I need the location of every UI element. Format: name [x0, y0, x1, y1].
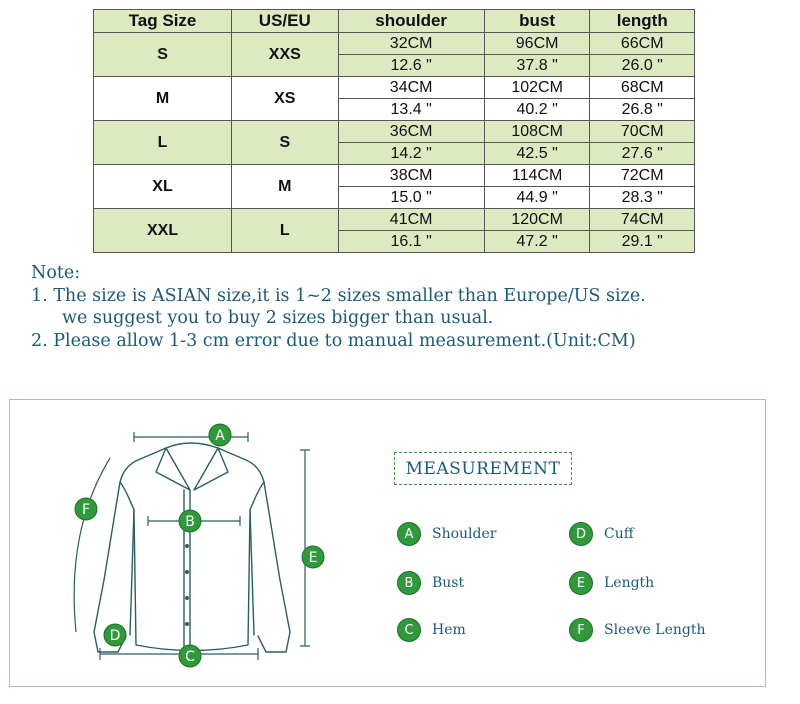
legend-item-length	[569, 571, 654, 595]
shoulder-inch-cell: 14.2 "	[338, 143, 484, 165]
shoulder-cm-cell: 34CM	[338, 77, 484, 99]
collar-left	[156, 448, 190, 490]
us-eu-cell: L	[232, 209, 338, 253]
bust-cm-cell: 96CM	[484, 33, 590, 55]
us-eu-cell: S	[232, 121, 338, 165]
bust-cm-cell: 102CM	[484, 77, 590, 99]
legend-label: Shoulder	[432, 526, 497, 542]
shirt-right-outer	[218, 448, 290, 632]
badge-e-icon: E	[569, 571, 593, 595]
marker-c-label: C	[185, 649, 195, 665]
diagram-markers	[75, 424, 324, 667]
table-row	[94, 121, 695, 143]
header-length: length	[590, 10, 695, 33]
badge-d-icon: D	[569, 522, 593, 546]
marker-b-label: B	[185, 514, 195, 530]
tag-size-cell: L	[94, 121, 232, 165]
legend-label: Sleeve Length	[604, 622, 706, 638]
marker-d-label: D	[109, 628, 121, 644]
bust-cm-cell: 108CM	[484, 121, 590, 143]
table-row	[94, 33, 695, 55]
note-item-2: 2. Please allow 1-3 cm error due to manual measurement.(Unit:CM)	[31, 330, 636, 351]
marker-e-label: E	[308, 550, 318, 566]
collar-right	[194, 448, 228, 490]
bust-inch-cell: 40.2 "	[484, 99, 590, 121]
tag-size-cell: XXL	[94, 209, 232, 253]
legend-item-hem	[397, 618, 466, 642]
table-row	[94, 165, 695, 187]
legend-item-sleeve-length	[569, 618, 706, 642]
shoulder-inch-cell: 15.0 "	[338, 187, 484, 209]
bust-inch-cell: 37.8 "	[484, 55, 590, 77]
badge-c-icon: C	[397, 618, 421, 642]
bust-cm-cell: 120CM	[484, 209, 590, 231]
notes-section	[31, 262, 791, 352]
shirt-button	[185, 544, 189, 548]
us-eu-cell: M	[232, 165, 338, 209]
shirt-buttons	[185, 518, 189, 626]
badge-b-icon: B	[397, 571, 421, 595]
shirt-diagram	[60, 420, 350, 670]
right-cuff	[258, 632, 290, 652]
header-us-eu: US/EU	[232, 10, 338, 33]
bust-inch-cell: 44.9 "	[484, 187, 590, 209]
right-sleeve-inner	[250, 482, 264, 635]
sleeve-measure-arc	[74, 458, 110, 632]
us-eu-cell: XXS	[232, 33, 338, 77]
badge-a-icon: A	[397, 522, 421, 546]
size-table	[93, 9, 695, 253]
length-inch-cell: 26.8 "	[590, 99, 695, 121]
collar-back	[166, 443, 218, 448]
table-row	[94, 77, 695, 99]
legend-item-bust	[397, 571, 464, 595]
length-cm-cell: 68CM	[590, 77, 695, 99]
legend-label: Hem	[432, 622, 466, 638]
bust-inch-cell: 47.2 "	[484, 231, 590, 253]
measurement-title: MEASUREMENT	[394, 452, 572, 485]
bust-inch-cell: 42.5 "	[484, 143, 590, 165]
shirt-left-outer	[94, 448, 166, 632]
tag-size-cell: S	[94, 33, 232, 77]
length-inch-cell: 28.3 "	[590, 187, 695, 209]
length-inch-cell: 26.0 "	[590, 55, 695, 77]
legend-label: Bust	[432, 575, 465, 591]
length-cm-cell: 74CM	[590, 209, 695, 231]
length-cm-cell: 70CM	[590, 121, 695, 143]
length-cm-cell: 72CM	[590, 165, 695, 187]
bust-cm-cell: 114CM	[484, 165, 590, 187]
shoulder-cm-cell: 36CM	[338, 121, 484, 143]
tag-size-cell: M	[94, 77, 232, 121]
marker-a-label: A	[215, 428, 225, 444]
notes-heading: Note:	[31, 263, 81, 283]
shoulder-cm-cell: 41CM	[338, 209, 484, 231]
note-item-1: 1. The size is ASIAN size,it is 1~2 sizes smaller than Europe/US size.	[31, 285, 646, 306]
header-bust: bust	[484, 10, 590, 33]
length-cm-cell: 66CM	[590, 33, 695, 55]
us-eu-cell: XS	[232, 77, 338, 121]
length-inch-cell: 27.6 "	[590, 143, 695, 165]
legend-item-cuff	[569, 522, 634, 546]
legend-label: Cuff	[604, 526, 634, 542]
shirt-button	[185, 622, 189, 626]
shoulder-inch-cell: 16.1 "	[338, 231, 484, 253]
shoulder-inch-cell: 12.6 "	[338, 55, 484, 77]
shoulder-inch-cell: 13.4 "	[338, 99, 484, 121]
length-inch-cell: 29.1 "	[590, 231, 695, 253]
shoulder-cm-cell: 32CM	[338, 33, 484, 55]
left-sleeve-inner	[120, 482, 134, 635]
size-table-header	[94, 10, 695, 33]
shirt-button	[185, 596, 189, 600]
header-tag-size: Tag Size	[94, 10, 232, 33]
legend-item-shoulder	[397, 522, 496, 546]
shoulder-cm-cell: 38CM	[338, 165, 484, 187]
legend-label: Length	[604, 575, 655, 591]
note-item-1-continued: we suggest you to buy 2 sizes bigger than usual.	[62, 308, 494, 328]
tag-size-cell: XL	[94, 165, 232, 209]
badge-f-icon: F	[569, 618, 593, 642]
header-shoulder: shoulder	[338, 10, 484, 33]
table-row	[94, 209, 695, 231]
shirt-button	[185, 570, 189, 574]
marker-f-label: F	[81, 502, 91, 518]
